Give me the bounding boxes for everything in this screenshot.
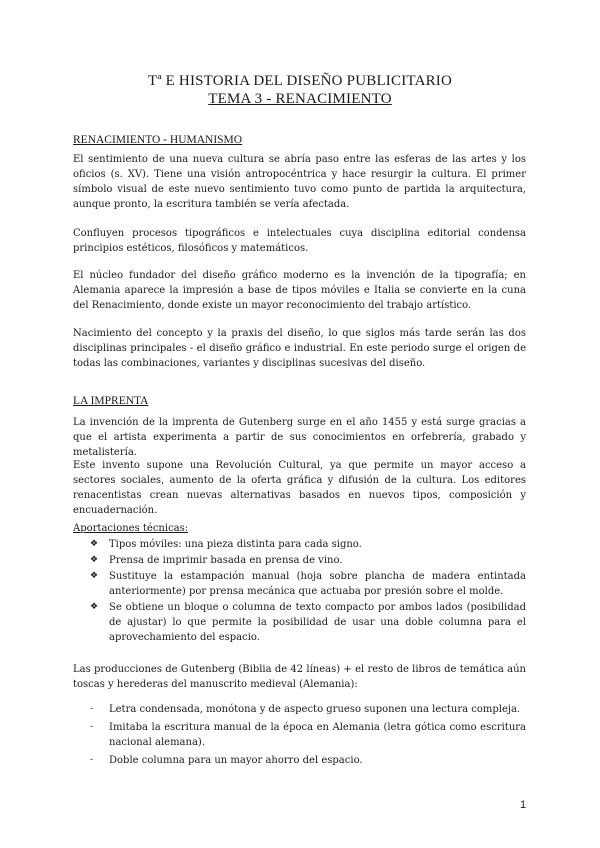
diamond-bullet-icon: ❖ bbox=[90, 555, 99, 565]
list-item: ❖ Sustituye la estampación manual (hoja sobre plancha de madera entintada anteriormente) por prensa mecánica que actuaba por presión sobre el molde. bbox=[90, 571, 526, 597]
paragraph-text: Las producciones de Gutenberg (Biblia de 42 líneas) + el resto de libros de temática aún toscas y herederas del manuscrito medieval (Alemania): bbox=[73, 664, 526, 690]
list-item: ❖ Tipos móviles: una pieza distinta para cada signo. bbox=[90, 539, 362, 550]
paragraph bbox=[73, 458, 526, 518]
paragraph-text: Este invento supone una Revolución Cultural, ya que permite un mayor acceso a sectores sociales, aumento de la oferta gráfica y difusión de la cultura. Los editores renacentistas crean nuevas alternativas basados en nuevos tipos, composición y encuadernación. bbox=[73, 460, 526, 516]
paragraph-text: Confluyen procesos tipográficos e intelectuales cuya disciplina editorial condensa principios estéticos, filosóficos y matemáticos. bbox=[73, 228, 526, 254]
dash-bullet: - bbox=[90, 704, 94, 714]
subheading-aportaciones: Aportaciones técnicas: bbox=[73, 523, 189, 534]
section-heading-imprenta: LA IMPRENTA bbox=[73, 395, 149, 407]
paragraph-text: Nacimiento del concepto y la praxis del diseño, lo que siglos más tarde serán las dos disciplinas principales - el diseño gráfico e industrial. En este periodo surge el origen de todas las combinaciones, variantes y disciplinas sucesivas del diseño. bbox=[73, 328, 526, 369]
list-item: - Letra condensada, monótona y de aspecto grueso suponen una lectura compleja. bbox=[90, 704, 521, 715]
document-title: Tª E HISTORIA DEL DISEÑO PUBLICITARIO bbox=[147, 73, 453, 89]
page-number: 1 bbox=[520, 799, 527, 811]
dash-bullet: - bbox=[90, 722, 94, 732]
paragraph-text: El núcleo fundador del diseño gráfico moderno es la invención de la tipografía; en Alemania aparece la impresión a base de tipos móviles e Italia se convierte en la cuna del Renacimiento, donde existe un mayor reconocimiento del trabajo artístico. bbox=[73, 270, 526, 311]
paragraph-text: La invención de la imprenta de Gutenberg surge en el año 1455 y está surge gracias a que el artista experimenta a partir de sus conocimientos en orfebrería, grabado y metalistería. bbox=[73, 417, 526, 458]
dash-bullet: - bbox=[90, 755, 94, 765]
paragraph bbox=[73, 226, 526, 256]
diamond-bullet-icon: ❖ bbox=[90, 539, 99, 549]
list-item: ❖ Se obtiene un bloque o columna de texto compacto por ambos lados (posibilidad de ajustar) lo que permite la posibilidad de usar una doble columna para el aprovechamiento del espacio. bbox=[90, 602, 526, 643]
bullet-list bbox=[73, 537, 526, 646]
section-heading-renacimiento: RENACIMIENTO - HUMANISMO bbox=[73, 134, 243, 146]
dash-list bbox=[73, 702, 526, 769]
diamond-bullet-icon: ❖ bbox=[90, 571, 99, 581]
paragraph bbox=[73, 415, 526, 460]
document-subtitle: TEMA 3 - RENACIMIENTO bbox=[208, 91, 392, 107]
list-item: - Imitaba la escritura manual de la época en Alemania (letra gótica como escritura nacional alemana). bbox=[90, 722, 526, 748]
paragraph bbox=[73, 662, 526, 692]
list-item: - Doble columna para un mayor ahorro del espacio. bbox=[90, 755, 363, 766]
paragraph-text: El sentimiento de una nueva cultura se abría paso entre las esferas de las artes y los oficios (s. XV). Tiene una visión antropocéntrica y hace resurgir la cultura. El primer símbolo visual de este nuevo sentimiento tuvo como punto de partida la arquitectura, aunque pronto, la escritura también se vería afectada. bbox=[73, 154, 526, 210]
paragraph bbox=[73, 326, 526, 371]
diamond-bullet-icon: ❖ bbox=[90, 602, 99, 612]
paragraph bbox=[73, 268, 526, 313]
list-item: ❖ Prensa de imprimir basada en prensa de vino. bbox=[90, 555, 343, 566]
paragraph bbox=[73, 152, 526, 212]
